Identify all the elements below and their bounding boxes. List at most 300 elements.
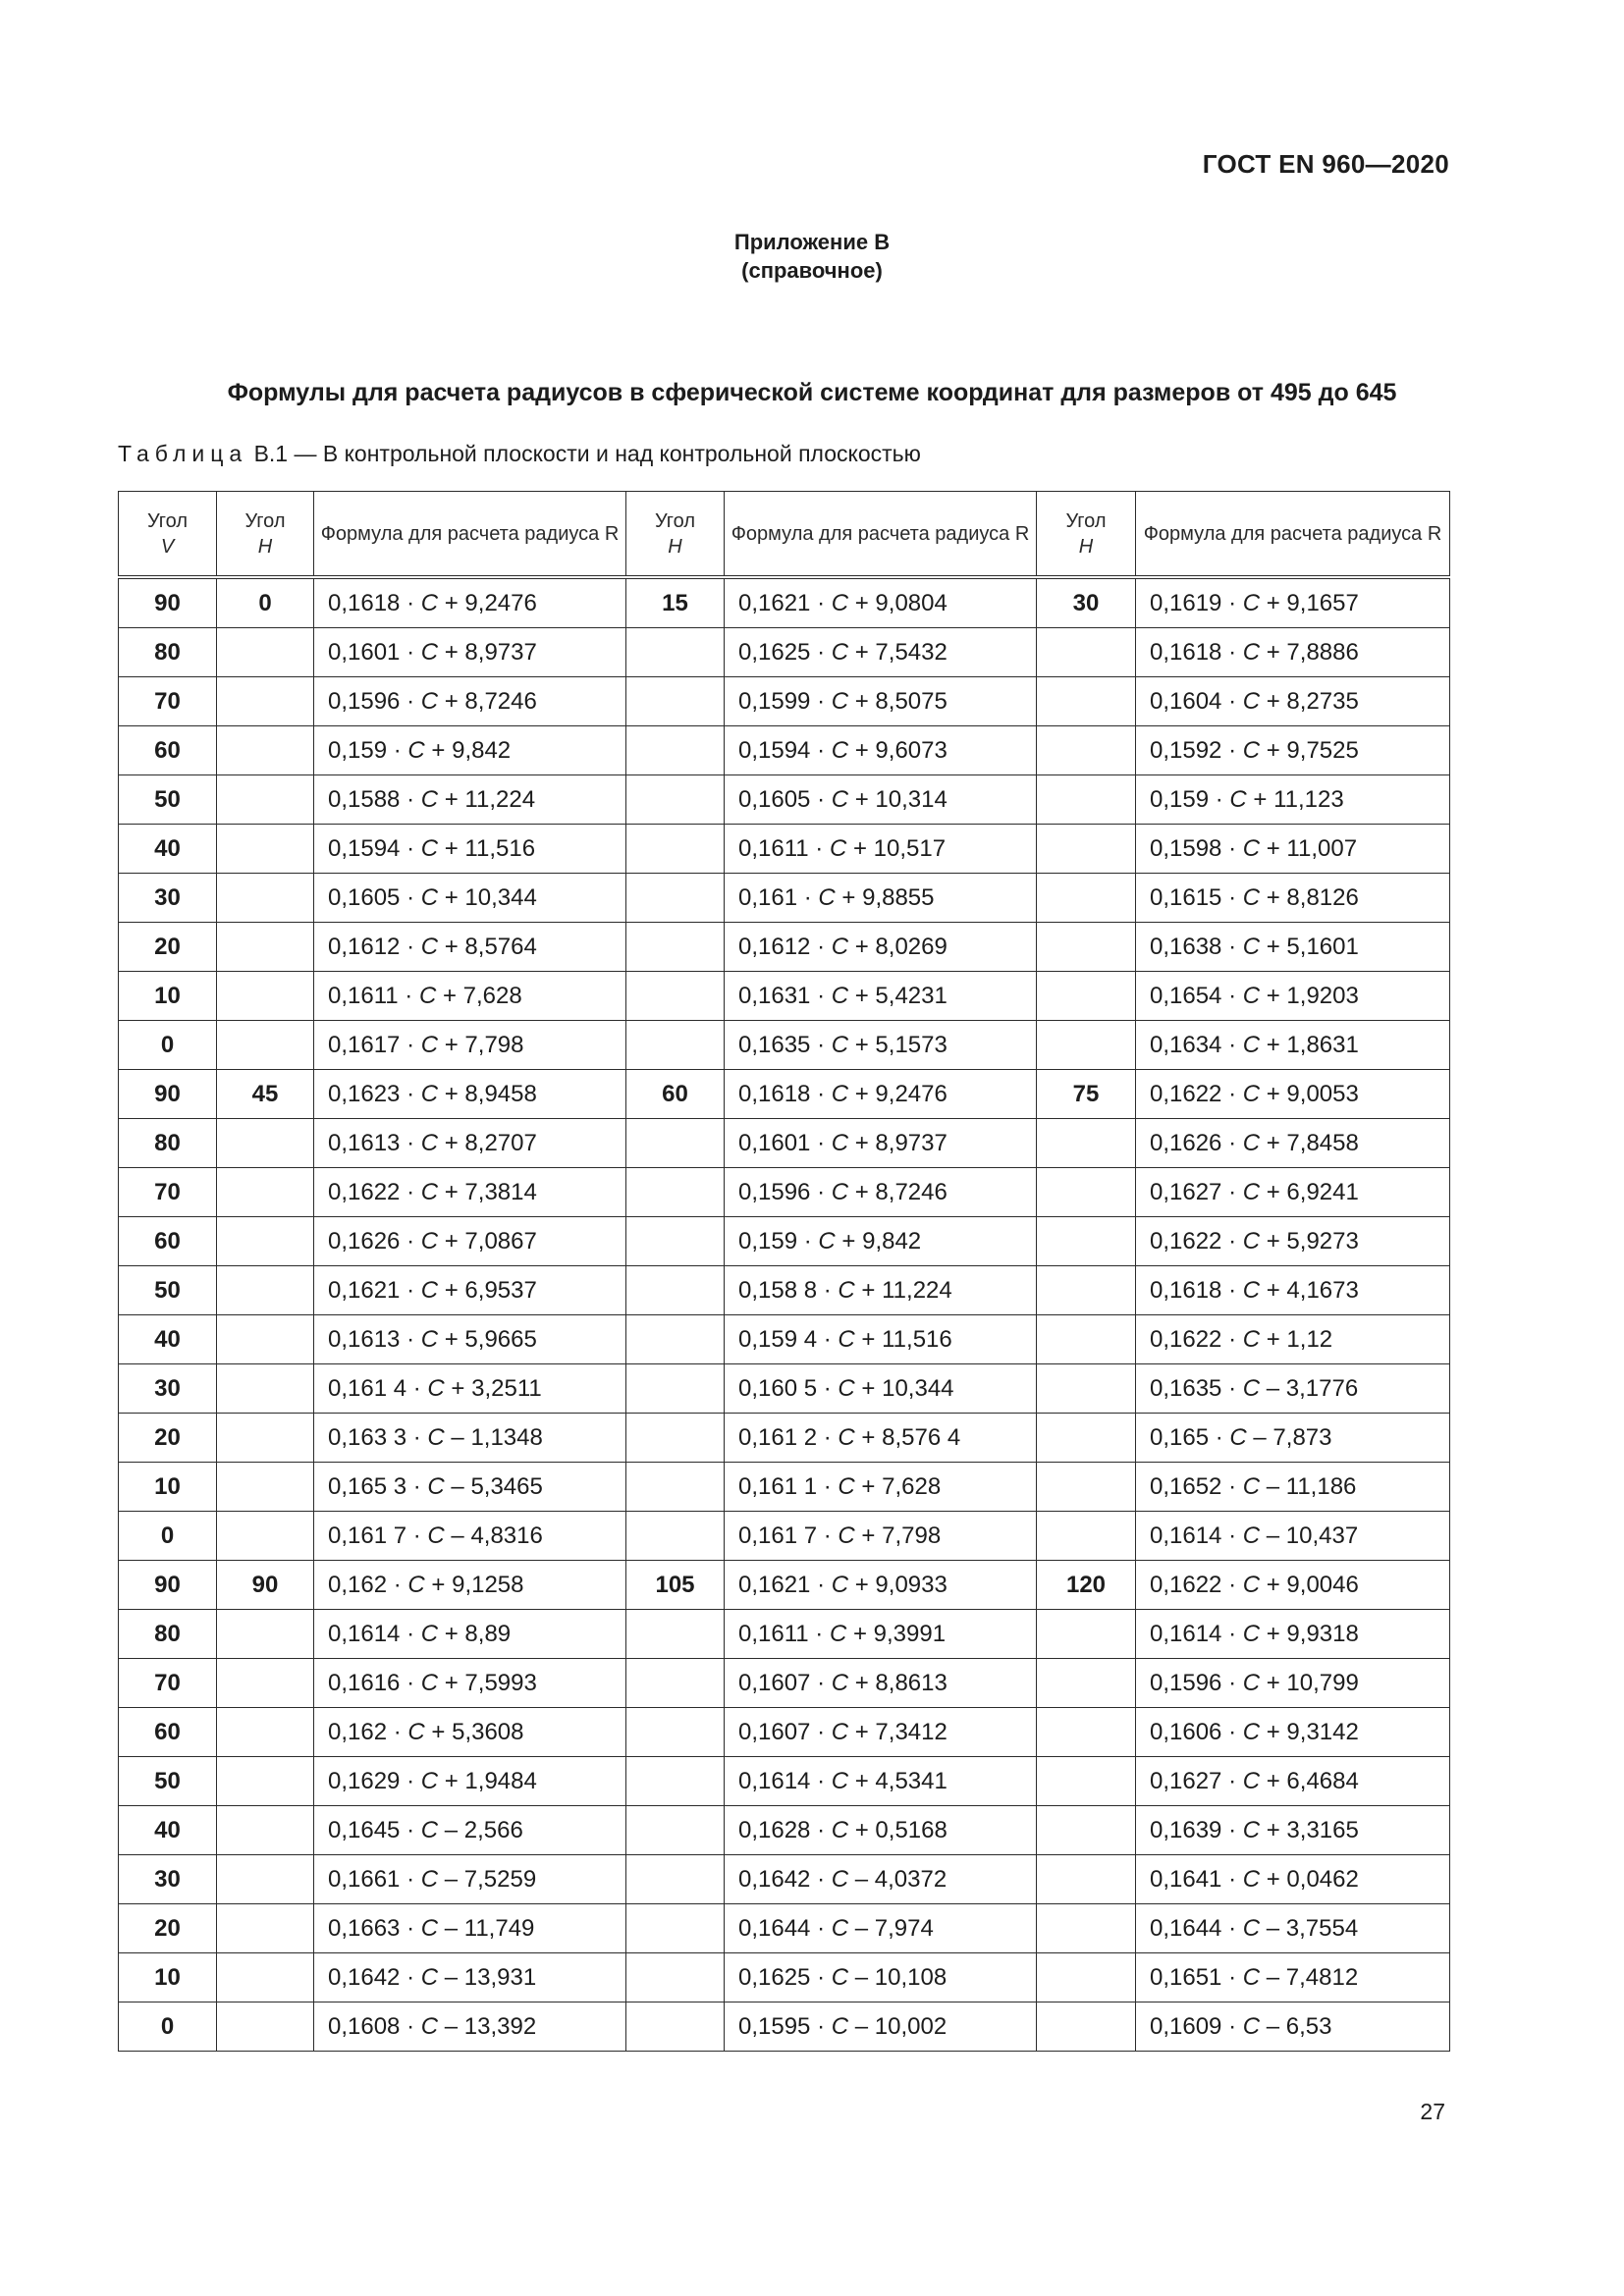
formula-coefficient: 0,1625 [738,638,811,666]
formula-variable: C [831,1129,849,1156]
formula-constant: + 11,123 [1253,785,1344,813]
multiply-sign: · [1221,1472,1243,1500]
formula-coefficient: 0,1605 [738,785,811,813]
formula-coefficient: 0,1642 [738,1865,811,1893]
angle-h-cell [626,726,725,775]
table-row [119,1806,1450,1855]
angle-h-cell: 45 [217,1070,314,1119]
formula-variable: C [831,1767,849,1794]
multiply-sign: · [1221,687,1243,715]
angle-h-cell [626,677,725,726]
formula-cell [725,1119,1037,1168]
formula-variable: C [1242,933,1261,960]
formula-coefficient: 0,1596 [328,687,401,715]
multiply-sign: · [400,638,421,666]
table-row [119,2002,1450,2052]
formula-constant: – 2,566 [444,1816,523,1843]
angle-h-cell [217,1463,314,1512]
annex-status: (справочное) [741,258,883,283]
angle-h-cell: 15 [626,577,725,628]
formula-cell [725,1659,1037,1708]
multiply-sign: · [817,1276,839,1304]
formula-cell [314,1561,626,1610]
formula-coefficient: 0,1617 [328,1031,401,1058]
formula-constant: + 10,344 [444,883,537,911]
table-row [119,1414,1450,1463]
angle-h-cell [217,1168,314,1217]
formula-coefficient: 0,159 [738,1227,798,1255]
formula-coefficient: 0,1629 [328,1767,401,1794]
multiply-sign: · [1221,834,1243,862]
formula-coefficient: 0,161 4 [328,1374,407,1402]
formula-variable: C [831,2012,849,2040]
multiply-sign: · [400,1325,421,1353]
multiply-sign: · [810,1129,832,1156]
formula-cell [1136,1414,1450,1463]
formula-variable: C [420,687,439,715]
formula-coefficient: 0,1628 [738,1816,811,1843]
formula-constant: + 11,516 [444,834,536,862]
angle-h-cell [217,1953,314,2002]
formula-cell [314,825,626,874]
formula-variable: C [420,1227,439,1255]
formula-variable: C [1242,1472,1261,1500]
multiply-sign: · [810,982,832,1009]
formula-cell [1136,1953,1450,2002]
formula-cell [725,1168,1037,1217]
formula-coefficient: 0,160 5 [738,1374,818,1402]
angle-v-cell: 70 [119,1659,217,1708]
table-caption-text: В.1 — В контрольной плоскости и над контрольной плоскостью [247,441,921,466]
formula-coefficient: 0,1618 [328,589,401,616]
multiply-sign: · [398,982,419,1009]
angle-h-cell [626,2002,725,2052]
angle-h-cell [217,1610,314,1659]
formula-constant: – 7,873 [1253,1423,1332,1451]
angle-h-cell [217,825,314,874]
formula-variable: C [420,1031,439,1058]
formula-coefficient: 0,1635 [738,1031,811,1058]
angle-h-cell: 0 [217,577,314,628]
header-angle-h-var: H [257,535,273,558]
formula-variable: C [1242,1571,1261,1598]
page-number: 27 [1420,2099,1445,2124]
formula-constant: + 7,5993 [444,1669,537,1696]
angle-h-cell [1037,628,1136,677]
angle-h-cell [217,1266,314,1315]
multiply-sign: · [810,785,832,813]
angle-h-cell [217,972,314,1021]
angle-h-cell [217,628,314,677]
multiply-sign: · [1221,1031,1243,1058]
multiply-sign: · [1221,1080,1243,1107]
table-row [119,577,1450,628]
formula-coefficient: 0,1607 [738,1669,811,1696]
table-row [119,923,1450,972]
angle-v-cell: 60 [119,1708,217,1757]
formula-cell [314,577,626,628]
formula-constant: + 1,12 [1266,1325,1333,1353]
formula-constant: + 7,8458 [1266,1129,1359,1156]
multiply-sign: · [810,1816,832,1843]
formula-coefficient: 0,1635 [1150,1374,1222,1402]
formula-constant: + 9,0053 [1266,1080,1359,1107]
formula-coefficient: 0,159 [1150,785,1210,813]
table-row [119,1315,1450,1364]
formula-variable: C [838,1472,855,1500]
formula-variable: C [420,785,439,813]
formula-coefficient: 0,1601 [738,1129,811,1156]
formula-cell [1136,874,1450,923]
formula-coefficient: 0,1611 [738,834,809,862]
table-caption [118,441,921,467]
formula-coefficient: 0,1605 [328,883,401,911]
multiply-sign: · [406,1423,428,1451]
formula-cell [725,2002,1037,2052]
formula-cell [1136,1610,1450,1659]
angle-v-cell: 20 [119,1414,217,1463]
formula-variable: C [1242,982,1261,1009]
formula-constant: + 9,1258 [431,1571,524,1598]
angle-h-cell [1037,972,1136,1021]
multiply-sign: · [1221,1865,1243,1893]
formula-variable: C [427,1522,445,1549]
formula-constant: + 4,1673 [1266,1276,1359,1304]
multiply-sign: · [400,1031,421,1058]
multiply-sign: · [1221,1276,1243,1304]
formula-coefficient: 0,1654 [1150,982,1222,1009]
formula-coefficient: 0,1618 [1150,1276,1222,1304]
formula-coefficient: 0,1622 [1150,1227,1222,1255]
table-row [119,1953,1450,2002]
formula-coefficient: 0,1614 [1150,1522,1222,1549]
formula-constant: + 9,3142 [1266,1718,1359,1745]
formula-variable: C [831,1178,849,1205]
multiply-sign: · [400,1914,421,1942]
formula-cell [314,972,626,1021]
multiply-sign: · [810,933,832,960]
formula-coefficient: 0,1618 [1150,638,1222,666]
multiply-sign: · [400,834,421,862]
multiply-sign: · [810,1865,832,1893]
angle-h-cell [217,726,314,775]
formula-coefficient: 0,161 1 [738,1472,818,1500]
table-row [119,972,1450,1021]
angle-h-cell [1037,1463,1136,1512]
table-row [119,1364,1450,1414]
multiply-sign: · [406,1374,428,1402]
angle-h-cell: 30 [1037,577,1136,628]
table-row [119,1757,1450,1806]
angle-h-cell: 90 [217,1561,314,1610]
formula-coefficient: 0,1614 [738,1767,811,1794]
multiply-sign: · [400,1816,421,1843]
formula-cell [314,1119,626,1168]
formula-constant: – 1,1348 [451,1423,543,1451]
formula-cell [314,1463,626,1512]
angle-h-cell: 120 [1037,1561,1136,1610]
angle-h-cell [1037,1119,1136,1168]
table-row [119,775,1450,825]
formula-coefficient: 0,1609 [1150,2012,1222,2040]
formula-cell [314,1708,626,1757]
angle-v-cell: 60 [119,1217,217,1266]
formula-cell [725,874,1037,923]
formula-coefficient: 0,1611 [328,982,399,1009]
formula-cell [314,1217,626,1266]
formula-variable: C [1242,1522,1261,1549]
angle-v-cell: 10 [119,1953,217,2002]
formula-cell [1136,1070,1450,1119]
formula-constant: – 10,002 [854,2012,947,2040]
formula-variable: C [420,834,439,862]
multiply-sign: · [400,1669,421,1696]
formula-coefficient: 0,1599 [738,687,811,715]
formula-constant: – 4,8316 [451,1522,543,1549]
formula-cell [725,577,1037,628]
multiply-sign: · [387,1571,408,1598]
header-angle-h [1037,492,1136,578]
multiply-sign: · [1209,785,1230,813]
formula-variable: C [407,1571,425,1598]
formula-cell [725,628,1037,677]
multiply-sign: · [1221,1178,1243,1205]
formula-coefficient: 0,159 4 [738,1325,818,1353]
angle-h-cell [217,1217,314,1266]
multiply-sign: · [1221,883,1243,911]
formula-constant: + 9,6073 [854,736,947,764]
formula-cell [1136,1855,1450,1904]
angle-v-cell: 30 [119,1855,217,1904]
formula-variable: C [1242,834,1261,862]
formula-variable: C [831,982,849,1009]
formula-variable: C [831,1963,849,1991]
formula-variable: C [831,1031,849,1058]
formula-constant: + 9,8855 [841,883,935,911]
formula-variable: C [420,1914,439,1942]
formula-coefficient: 0,1626 [1150,1129,1222,1156]
formula-coefficient: 0,161 7 [738,1522,818,1549]
formula-coefficient: 0,1642 [328,1963,401,1991]
angle-h-cell [1037,1855,1136,1904]
formula-constant: + 8,7246 [444,687,537,715]
multiply-sign: · [400,1620,421,1647]
angle-v-cell: 90 [119,1070,217,1119]
multiply-sign: · [810,2012,832,2040]
formula-coefficient: 0,1641 [1150,1865,1222,1893]
multiply-sign: · [1221,1816,1243,1843]
table-row [119,1463,1450,1512]
formula-coefficient: 0,1594 [328,834,401,862]
header-angle-h-label: Угол [1065,509,1107,532]
angle-h-cell [1037,1512,1136,1561]
angle-v-cell: 10 [119,972,217,1021]
multiply-sign: · [1221,1325,1243,1353]
table-row [119,726,1450,775]
formula-cell [1136,1119,1450,1168]
formula-coefficient: 0,1621 [328,1276,401,1304]
formula-variable: C [831,1718,849,1745]
table-row [119,874,1450,923]
formula-constant: + 11,007 [1266,834,1358,862]
formula-cell [1136,1757,1450,1806]
formula-constant: + 11,516 [861,1325,952,1353]
formula-variable: C [420,1178,439,1205]
formula-constant: + 9,0804 [854,589,947,616]
table-caption-prefix: Таблица [118,441,248,466]
multiply-sign: · [810,1669,832,1696]
angle-h-cell [1037,1708,1136,1757]
multiply-sign: · [1221,1767,1243,1794]
formula-constant: + 10,517 [852,834,947,862]
formula-coefficient: 0,1622 [328,1178,401,1205]
formula-variable: C [831,589,849,616]
table-row [119,1070,1450,1119]
formula-variable: C [1242,1129,1261,1156]
formula-cell [725,1021,1037,1070]
multiply-sign: · [400,589,421,616]
angle-h-cell [1037,1806,1136,1855]
multiply-sign: · [400,687,421,715]
formula-coefficient: 0,161 2 [738,1423,818,1451]
formula-coefficient: 0,1614 [328,1620,401,1647]
angle-h-cell [217,874,314,923]
header-angle-h-var: H [1078,535,1094,558]
angle-h-cell [217,1021,314,1070]
angle-h-cell [626,1266,725,1315]
formula-variable: C [838,1423,855,1451]
formula-constant: – 13,392 [444,2012,537,2040]
formula-cell [725,1217,1037,1266]
formula-cell [1136,1266,1450,1315]
table-row [119,1855,1450,1904]
multiply-sign: · [817,1522,839,1549]
formula-variable: C [831,933,849,960]
formula-coefficient: 0,1626 [328,1227,401,1255]
header-formula: Формула для расчета радиуса R [314,492,626,578]
formula-cell [725,972,1037,1021]
formula-variable: C [1242,1816,1261,1843]
formula-variable: C [420,1963,439,1991]
formula-coefficient: 0,1607 [738,1718,811,1745]
formula-cell [314,1512,626,1561]
formula-variable: C [838,1522,855,1549]
angle-h-cell [626,1414,725,1463]
table-row [119,677,1450,726]
table-row [119,1512,1450,1561]
angle-h-cell [626,1021,725,1070]
formula-constant: + 5,1601 [1266,933,1359,960]
multiply-sign: · [810,1080,832,1107]
formula-coefficient: 0,1616 [328,1669,401,1696]
multiply-sign: · [406,1522,428,1549]
formula-variable: C [831,638,849,666]
formula-constant: + 9,9318 [1266,1620,1359,1647]
angle-v-cell: 10 [119,1463,217,1512]
formula-constant: + 7,798 [861,1522,942,1549]
formula-coefficient: 0,1612 [328,933,401,960]
formula-constant: + 8,9737 [444,638,537,666]
multiply-sign: · [1221,982,1243,1009]
formula-constant: – 10,108 [854,1963,947,1991]
formula-constant: + 9,1657 [1266,589,1359,616]
formula-variable: C [831,1669,849,1696]
multiply-sign: · [400,1276,421,1304]
formula-variable: C [1242,1276,1261,1304]
angle-v-cell: 20 [119,1904,217,1953]
formula-coefficient: 0,1639 [1150,1816,1222,1843]
table-body [119,577,1450,2052]
angle-v-cell: 80 [119,628,217,677]
formula-cell [314,1364,626,1414]
table-row [119,1168,1450,1217]
header-angle-v [119,492,217,578]
formula-variable: C [407,736,425,764]
formula-coefficient: 0,1638 [1150,933,1222,960]
formula-constant: + 5,3608 [431,1718,524,1745]
formula-coefficient: 0,161 [738,883,798,911]
formula-variable: C [1242,1374,1261,1402]
header-angle-v-label: Угол [146,509,188,532]
angle-v-cell: 0 [119,2002,217,2052]
formula-variable: C [420,1080,439,1107]
multiply-sign: · [400,1129,421,1156]
angle-h-cell [1037,1757,1136,1806]
formula-coefficient: 0,1645 [328,1816,401,1843]
angle-h-cell [1037,1168,1136,1217]
multiply-sign: · [810,1718,832,1745]
multiply-sign: · [387,736,408,764]
angle-h-cell [626,1953,725,2002]
formula-coefficient: 0,1611 [738,1620,809,1647]
angle-h-cell [626,825,725,874]
formula-variable: C [420,1816,439,1843]
formula-constant: + 9,842 [841,1227,922,1255]
formula-constant: + 7,5432 [854,638,947,666]
formula-cell [314,1315,626,1364]
formula-cell [1136,628,1450,677]
multiply-sign: · [1221,638,1243,666]
multiply-sign: · [387,1718,408,1745]
formula-variable: C [829,834,847,862]
formula-cell [1136,1561,1450,1610]
formula-variable: C [1242,1080,1261,1107]
angle-h-cell [626,1610,725,1659]
formula-coefficient: 0,163 3 [328,1423,407,1451]
formula-cell [1136,1904,1450,1953]
formula-coefficient: 0,1613 [328,1325,401,1353]
formula-coefficient: 0,1614 [1150,1620,1222,1647]
multiply-sign: · [400,933,421,960]
formula-variable: C [407,1718,425,1745]
formula-constant: + 4,5341 [854,1767,947,1794]
multiply-sign: · [1221,736,1243,764]
formula-variable: C [427,1423,445,1451]
formula-variable: C [1242,1031,1261,1058]
formula-variable: C [1242,687,1261,715]
formula-variable: C [420,883,439,911]
formula-constant: – 4,0372 [854,1865,947,1893]
formula-cell [1136,1217,1450,1266]
formula-variable: C [818,1227,836,1255]
multiply-sign: · [1221,1914,1243,1942]
formula-constant: + 5,9273 [1266,1227,1359,1255]
formula-constant: + 9,7525 [1266,736,1359,764]
angle-v-cell: 50 [119,1757,217,1806]
multiply-sign: · [808,834,830,862]
annex-heading [0,228,1624,285]
formula-variable: C [1242,1963,1261,1991]
